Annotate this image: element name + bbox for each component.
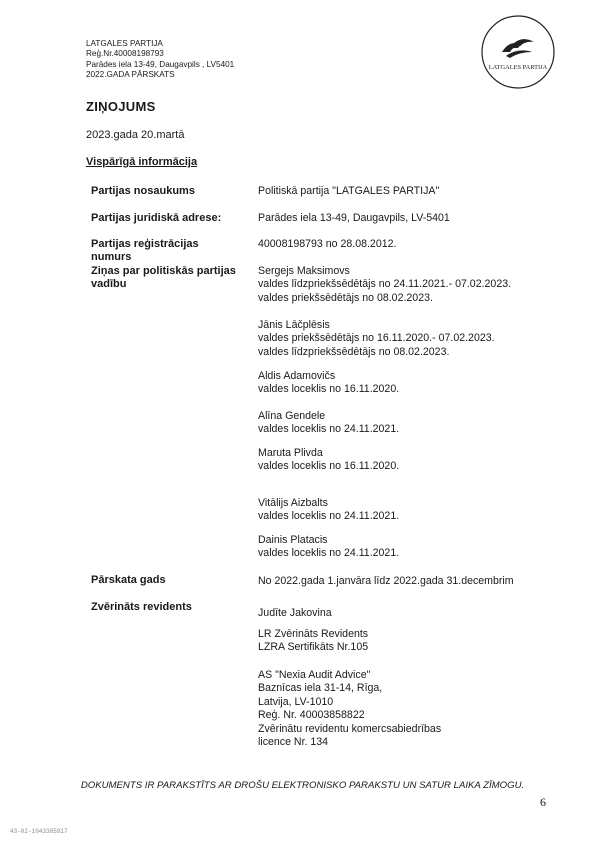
board-member	[258, 319, 558, 359]
audit-firm-license: Zvērinātu revidentu komercsabiedrības	[258, 722, 442, 735]
board-member-role: valdes loceklis no 16.11.2020.	[258, 460, 400, 473]
board-member-role: valdes priekšsēdētājs no 16.11.2020.- 07.02.2023.	[258, 332, 495, 345]
document-header	[86, 39, 234, 81]
report-title: 2022.GADA PĀRSKATS	[86, 70, 175, 80]
board-member-role: valdes loceklis no 24.11.2021.	[258, 547, 400, 560]
board-member-role: valdes loceklis no 16.11.2020.	[258, 383, 400, 396]
auditor-label: Zvērināts revidents	[91, 601, 192, 613]
audit-firm-license-number: licence Nr. 134	[258, 736, 329, 749]
board-member	[258, 410, 558, 437]
party-name-label: Partijas nosaukums	[91, 185, 195, 197]
audit-firm-street: Baznīcas iela 31-14, Rīga,	[258, 682, 383, 695]
board-member-role: valdes priekšsēdētājs no 08.02.2023.	[258, 291, 433, 304]
audit-firm-reg: Reģ. Nr. 40003858822	[258, 709, 365, 722]
party-address-label: Partijas juridiskā adrese:	[91, 212, 222, 224]
org-address: Parādes iela 13-49, Daugavpils , LV5401	[86, 59, 235, 69]
board-member-role: valdes līdzpriekšsēdētājs no 24.11.2021.- 07.02.2023.	[258, 278, 512, 291]
party-name-value: Politiskā partija "LATGALES PARTIJA"	[258, 185, 440, 197]
board-label: Ziņas par politiskās partijas vadību	[91, 265, 236, 290]
document-stamp: 43-02-1043385917	[10, 828, 68, 835]
board-member-name: Aldis Adamovičs	[258, 370, 336, 382]
audit-firm	[258, 669, 558, 749]
signature-notice: DOKUMENTS IR PARAKSTĪTS AR DROŠU ELEKTRONISKO PARAKSTU UN SATUR LAIKA ZĪMOGU.	[80, 780, 525, 791]
board-member-name: Vitālijs Aizbalts	[258, 497, 328, 509]
board-member-name: Maruta Plivda	[258, 447, 323, 459]
auditor-certificate: LZRA Sertifikāts Nr.105	[258, 641, 369, 654]
board-member-role: valdes loceklis no 24.11.2021.	[258, 510, 400, 523]
org-name: LATGALES PARTIJA	[86, 39, 163, 48]
board-member-name: Dainis Platacis	[258, 534, 328, 546]
party-reg-label: Partijas reģistrācijas numurs	[91, 238, 199, 263]
board-member	[258, 447, 558, 474]
logo-text: LATGALES PARTIJA	[488, 64, 548, 71]
audit-firm-city: Latvija, LV-1010	[258, 695, 334, 708]
board-member	[258, 534, 558, 561]
board-member-name: Jānis Lāčplēsis	[258, 319, 330, 331]
period-label: Pārskata gads	[91, 574, 166, 586]
board-member-name: Sergejs Maksimovs	[258, 265, 350, 277]
page-title: ZIŅOJUMS	[86, 99, 156, 114]
page-number: 6	[540, 795, 546, 809]
board-member-name: Alīna Gendele	[258, 410, 326, 422]
section-title: Vispārīgā informācija	[86, 156, 198, 168]
period-value: No 2022.gada 1.janvāra līdz 2022.gada 31.decembrim	[258, 575, 514, 587]
auditor-title: LR Zvērināts Revidents	[258, 628, 369, 640]
board-member	[258, 370, 558, 397]
audit-firm-name: AS "Nexia Audit Advice"	[258, 669, 371, 681]
party-address-value: Parādes iela 13-49, Daugavpils, LV-5401	[258, 212, 450, 224]
board-member-role: valdes loceklis no 24.11.2021.	[258, 423, 400, 436]
org-reg: Reģ.Nr.40008198793	[86, 49, 164, 59]
board-member	[258, 497, 558, 524]
board-member	[258, 265, 558, 305]
board-member-role: valdes līdzpriekšsēdētājs no 08.02.2023.	[258, 345, 450, 358]
party-logo	[480, 14, 556, 90]
auditor-credentials	[258, 628, 558, 655]
auditor-name: Judīte Jakovina	[258, 607, 332, 619]
birds-icon	[502, 39, 534, 58]
party-reg-value: 40008198793 no 28.08.2012.	[258, 238, 397, 250]
report-date: 2023.gada 20.martā	[86, 129, 185, 141]
